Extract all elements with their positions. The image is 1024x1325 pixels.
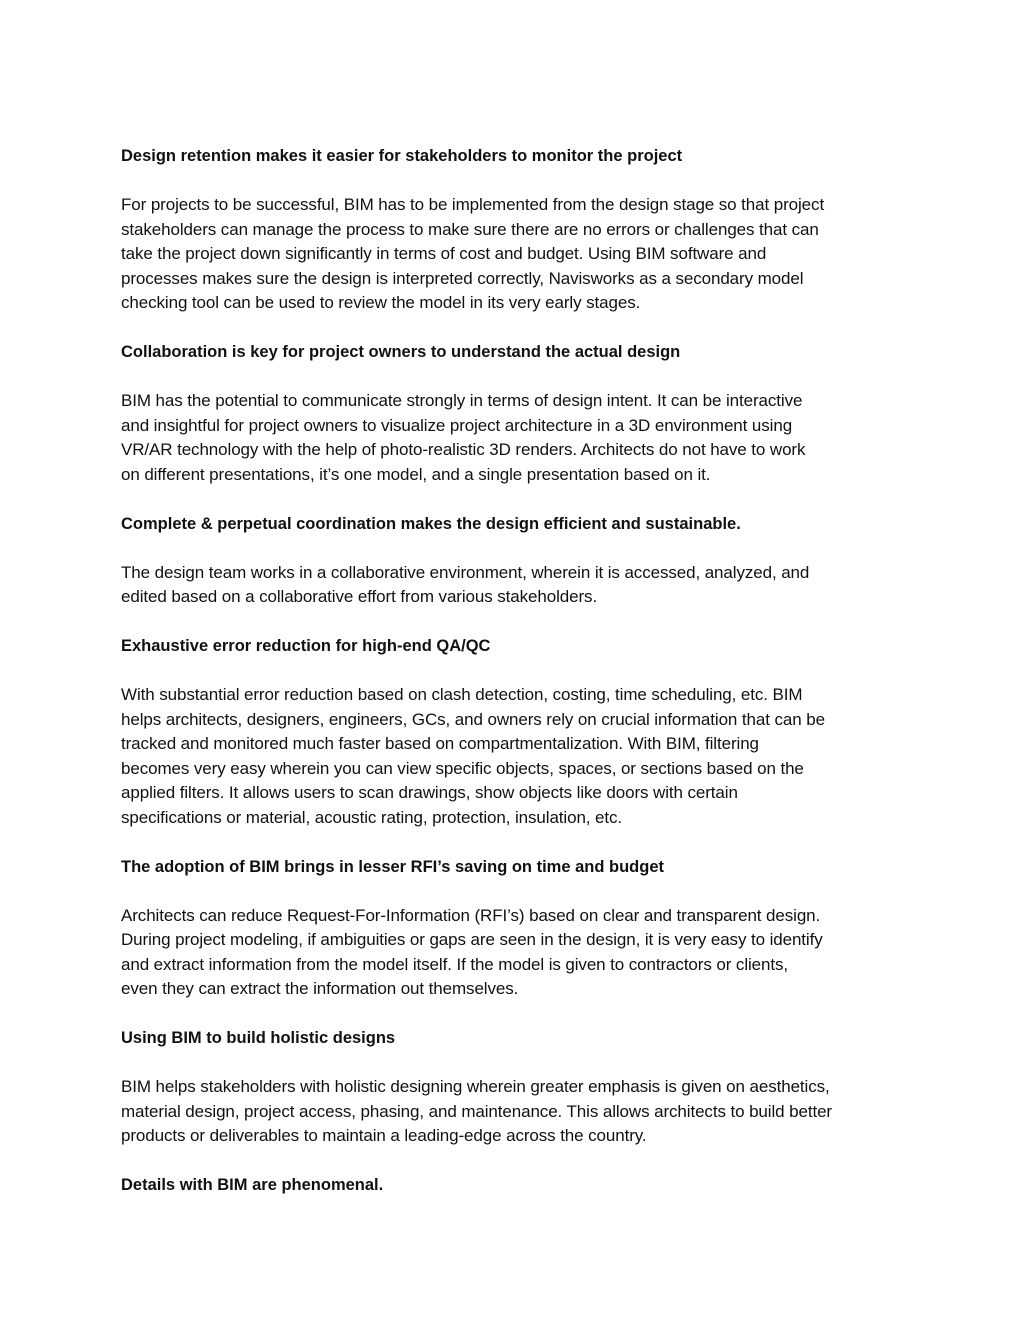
section-error-reduction — [121, 634, 911, 830]
section-rfi-adoption — [121, 855, 911, 1002]
paragraph-line: VR/AR technology with the help of photo-realistic 3D renders. Architects do not have to work — [121, 440, 806, 459]
paragraph-line: BIM helps stakeholders with holistic designing wherein greater emphasis is given on aesthetics, — [121, 1077, 830, 1096]
paragraph-line: checking tool can be used to review the model in its very early stages. — [121, 293, 641, 312]
paragraph-line: and extract information from the model itself. If the model is given to contractors or clients, — [121, 954, 789, 974]
paragraph-line: For projects to be successful, BIM has to be implemented from the design stage so that project — [121, 195, 825, 214]
paragraph-line: even they can extract the information out themselves. — [121, 979, 519, 998]
section-heading: Design retention makes it easier for stakeholders to monitor the project — [121, 147, 683, 165]
paragraph-line: BIM has the potential to communicate strongly in terms of design intent. It can be interactive — [121, 391, 803, 410]
paragraph-line: applied filters. It allows users to scan drawings, show objects like doors with certain — [121, 783, 738, 802]
paragraph-line: stakeholders can manage the process to make sure there are no errors or challenges that can — [121, 219, 819, 239]
section-design-retention — [121, 144, 911, 316]
section-collaboration — [121, 340, 911, 487]
paragraph-line: and insightful for project owners to visualize project architecture in a 3D environment using — [121, 415, 793, 435]
section-heading: Using BIM to build holistic designs — [121, 1029, 396, 1047]
paragraph-line: With substantial error reduction based on clash detection, costing, time scheduling, etc. BIM — [121, 685, 803, 704]
document-body — [121, 144, 911, 1222]
paragraph-line: becomes very easy wherein you can view specific objects, spaces, or sections based on the — [121, 758, 804, 778]
paragraph-line: edited based on a collaborative effort from various stakeholders. — [121, 587, 598, 606]
section-paragraph — [121, 561, 911, 610]
section-details — [121, 1173, 911, 1198]
paragraph-line: During project modeling, if ambiguities or gaps are seen in the design, it is very easy to identify — [121, 930, 823, 949]
paragraph-line: processes makes sure the design is interpreted correctly, Navisworks as a secondary model — [121, 268, 804, 288]
paragraph-line: take the project down significantly in terms of cost and budget. Using BIM software and — [121, 244, 767, 263]
paragraph-line: tracked and monitored much faster based on compartmentalization. With BIM, filtering — [121, 734, 759, 753]
section-heading: Complete & perpetual coordination makes the design efficient and sustainable. — [121, 514, 741, 533]
paragraph-line: helps architects, designers, engineers, GCs, and owners rely on crucial information that can be — [121, 709, 825, 729]
section-coordination — [121, 512, 911, 610]
paragraph-line: Architects can reduce Request-For-Information (RFI’s) based on clear and transparent design. — [121, 905, 821, 925]
paragraph-line: The design team works in a collaborative environment, wherein it is accessed, analyzed, and — [121, 562, 810, 582]
section-paragraph — [121, 389, 911, 487]
paragraph-line: material design, project access, phasing, and maintenance. This allows architects to build better — [121, 1101, 832, 1121]
section-heading: Details with BIM are phenomenal. — [121, 1176, 384, 1194]
paragraph-line: specifications or material, acoustic rating, protection, insulation, etc. — [121, 807, 623, 827]
section-holistic-designs — [121, 1026, 911, 1149]
section-paragraph — [121, 1075, 911, 1149]
section-paragraph — [121, 904, 911, 1002]
paragraph-line: on different presentations, it’s one model, and a single presentation based on it. — [121, 464, 711, 484]
section-heading: The adoption of BIM brings in lesser RFI’s saving on time and budget — [121, 857, 665, 876]
section-paragraph — [121, 193, 911, 316]
paragraph-line: products or deliverables to maintain a leading-edge across the country. — [121, 1126, 647, 1145]
section-heading: Collaboration is key for project owners to understand the actual design — [121, 343, 681, 361]
section-paragraph — [121, 683, 911, 830]
section-heading: Exhaustive error reduction for high-end QA/QC — [121, 637, 491, 655]
